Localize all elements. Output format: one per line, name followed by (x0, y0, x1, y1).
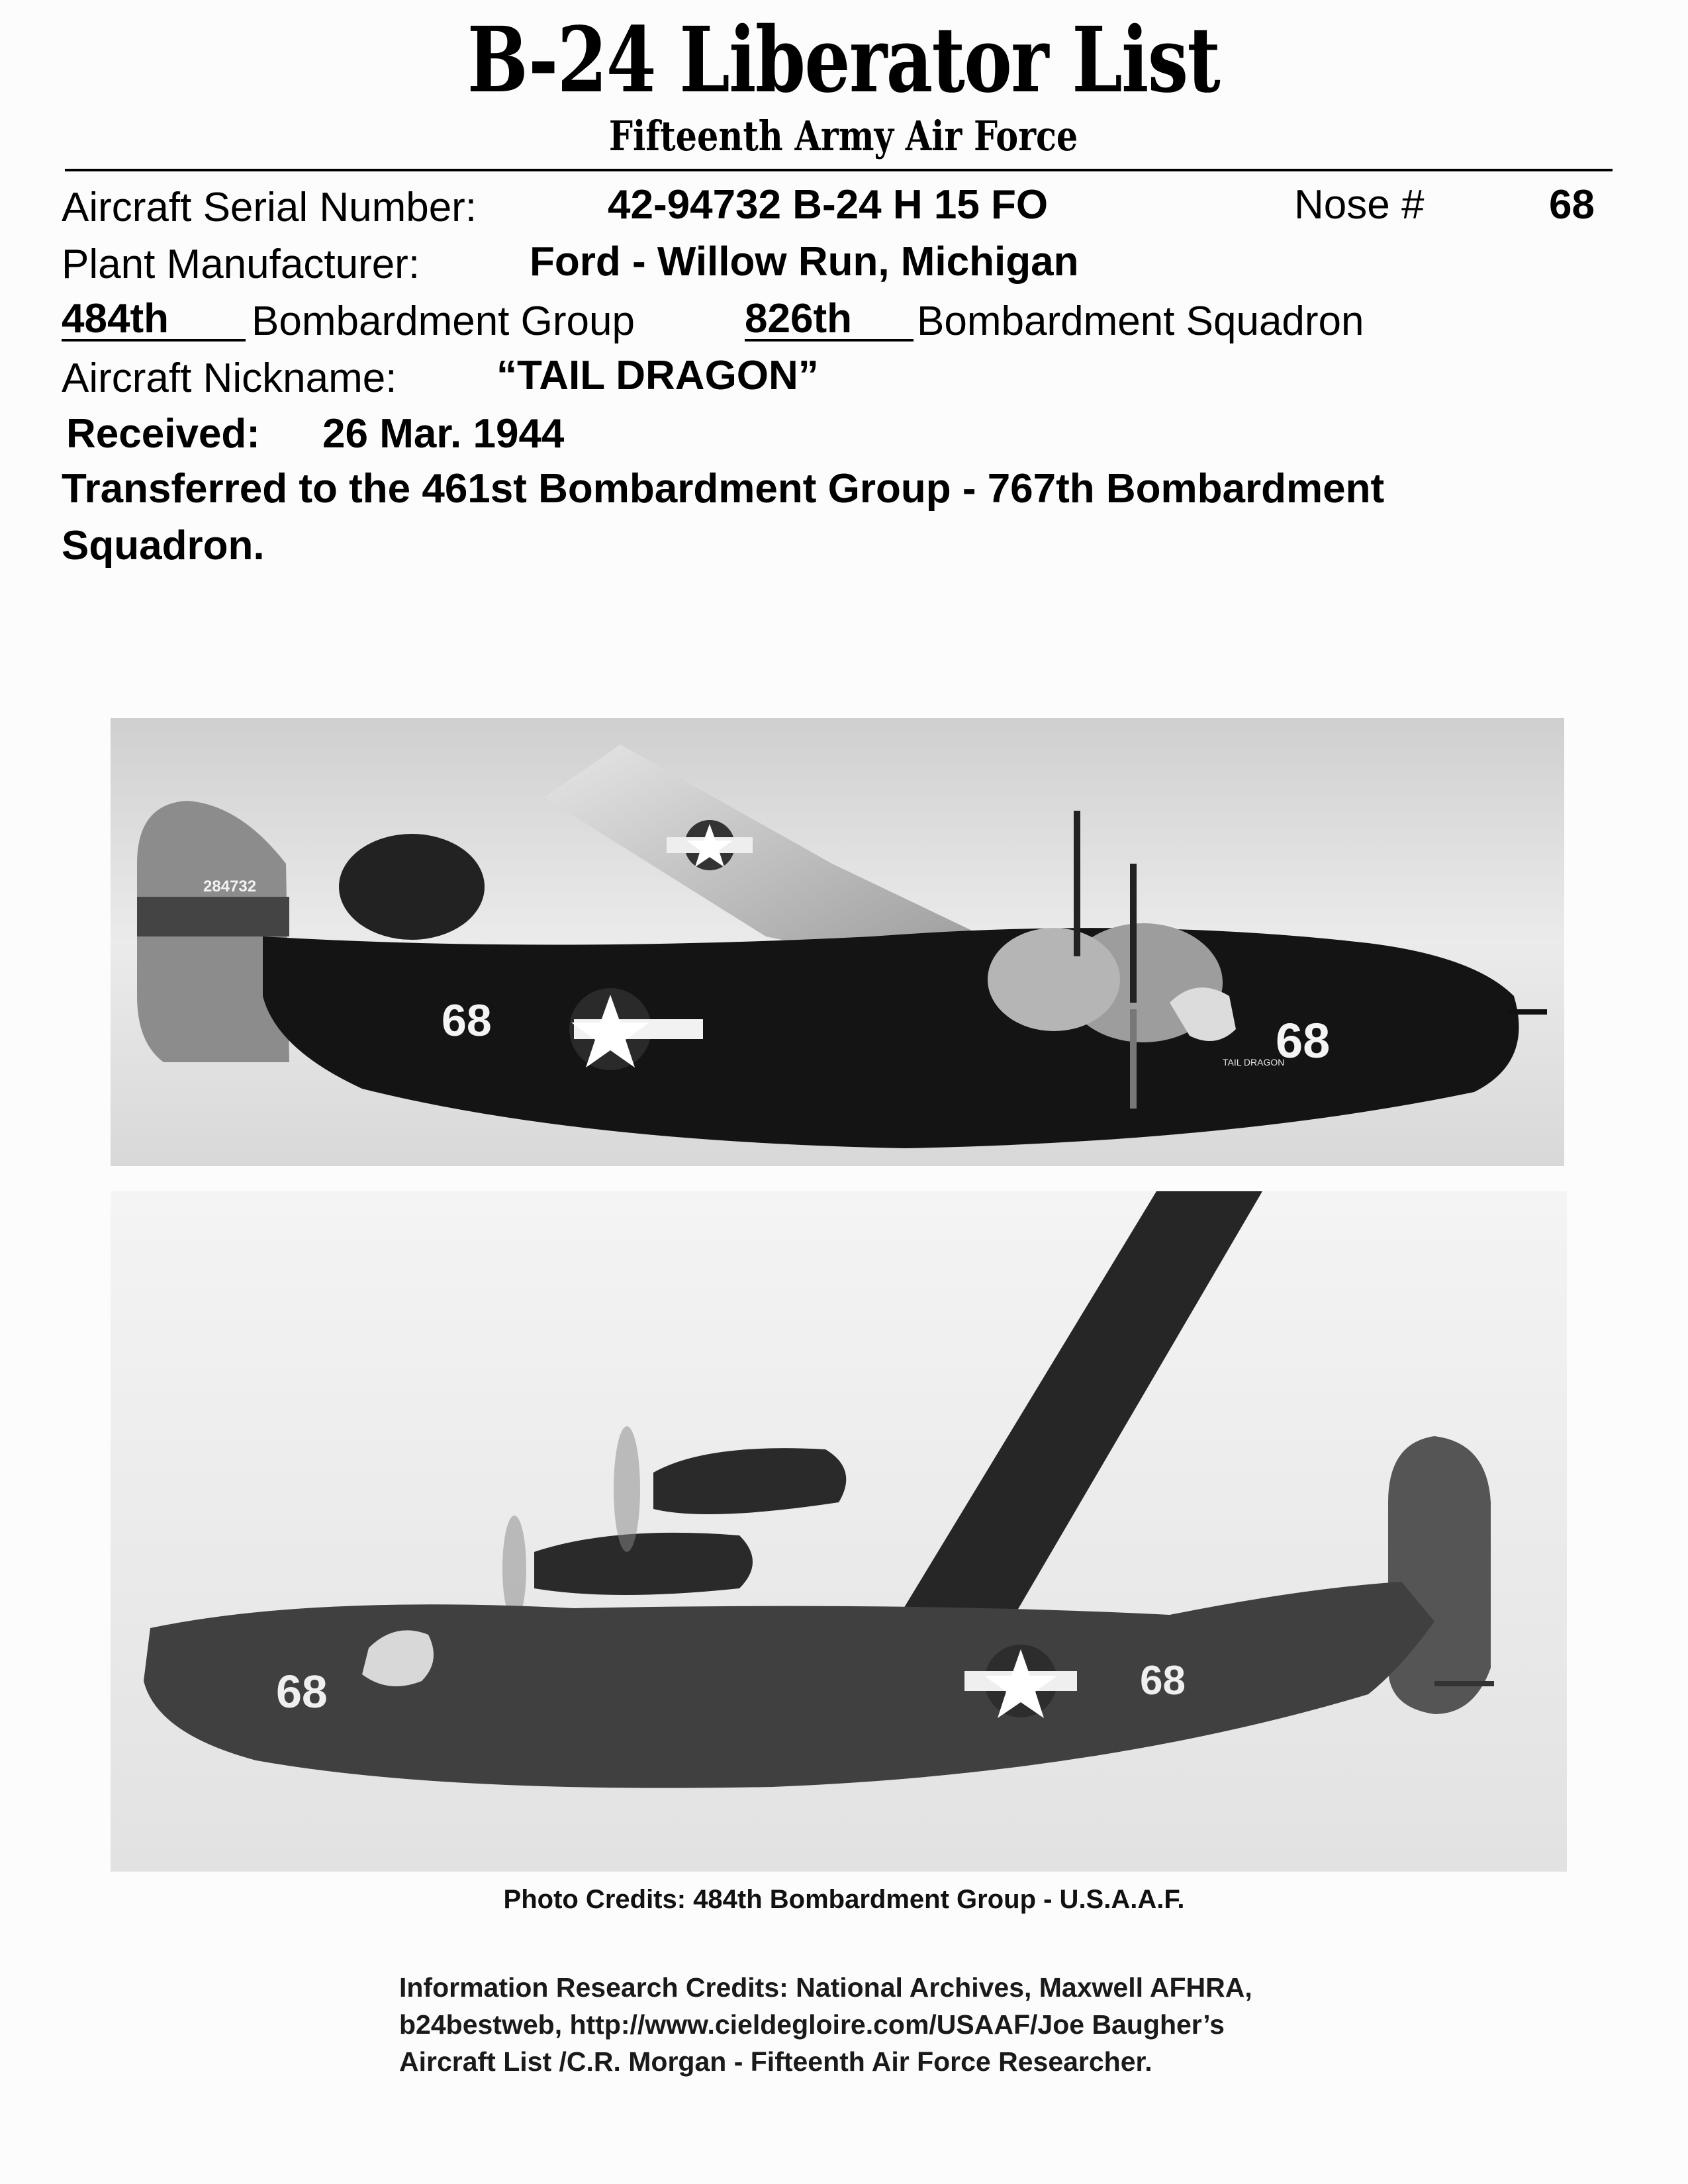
nose-art-caption: TAIL DRAGON (1223, 1057, 1285, 1068)
fuselage-number-68: 68 (1140, 1658, 1186, 1704)
nose-number-68: 68 (276, 1666, 328, 1717)
nickname-value: “TAIL DRAGON” (496, 353, 819, 398)
group-label: Bombardment Group (252, 298, 635, 344)
research-credits-line-2: b24bestweb, http://www.cieldegloire.com/USAAF/Joe Baugher’s (399, 2009, 1225, 2040)
group-number: 484th (62, 299, 246, 341)
research-credits (399, 1969, 1366, 2080)
research-credits-line-1: Information Research Credits: National Archives, Maxwell AFHRA, (399, 1972, 1252, 2003)
transfer-line-1: Transferred to the 461st Bombardment Group - 767th Bombardment (62, 466, 1385, 512)
nose-number-68: 68 (1276, 1013, 1331, 1068)
aircraft-photo-side-view-art (111, 718, 1564, 1166)
squadron-label: Bombardment Squadron (917, 298, 1364, 344)
squadron-value (745, 295, 914, 343)
squadron-number: 826th (745, 299, 914, 341)
plant-value: Ford - Willow Run, Michigan (530, 239, 1079, 285)
tail-fin (1388, 1436, 1491, 1714)
photo-credits: Photo Credits: 484th Bombardment Group - U.S.A.A.F. (503, 1885, 1185, 1914)
aircraft-photo-underside-view (111, 1191, 1567, 1872)
received-value: 26 Mar. 1944 (322, 411, 565, 457)
page-subtitle: Fifteenth Army Air Force (608, 112, 1078, 160)
aircraft-photo-underside-view-art (111, 1191, 1567, 1872)
fuselage-number-68: 68 (442, 995, 492, 1046)
tail-serial-text: 284732 (203, 878, 257, 895)
serial-label: Aircraft Serial Number: (62, 185, 477, 230)
nose-label: Nose # (1294, 182, 1425, 228)
aircraft-photo-side-view (111, 718, 1564, 1166)
research-credits-line-3: Aircraft List /C.R. Morgan - Fifteenth Air Force Researcher. (399, 2046, 1152, 2077)
group-value (62, 295, 246, 343)
page-title: B-24 Liberator List (467, 7, 1220, 113)
plant-label: Plant Manufacturer: (62, 242, 420, 287)
received-label: Received: (66, 411, 260, 457)
transfer-line-2: Squadron. (62, 523, 265, 569)
serial-value: 42-94732 B-24 H 15 FO (608, 182, 1049, 228)
nose-value: 68 (1549, 182, 1595, 228)
header-divider (65, 169, 1613, 171)
nickname-label: Aircraft Nickname: (62, 355, 397, 401)
tail-fin-rear (339, 834, 485, 940)
